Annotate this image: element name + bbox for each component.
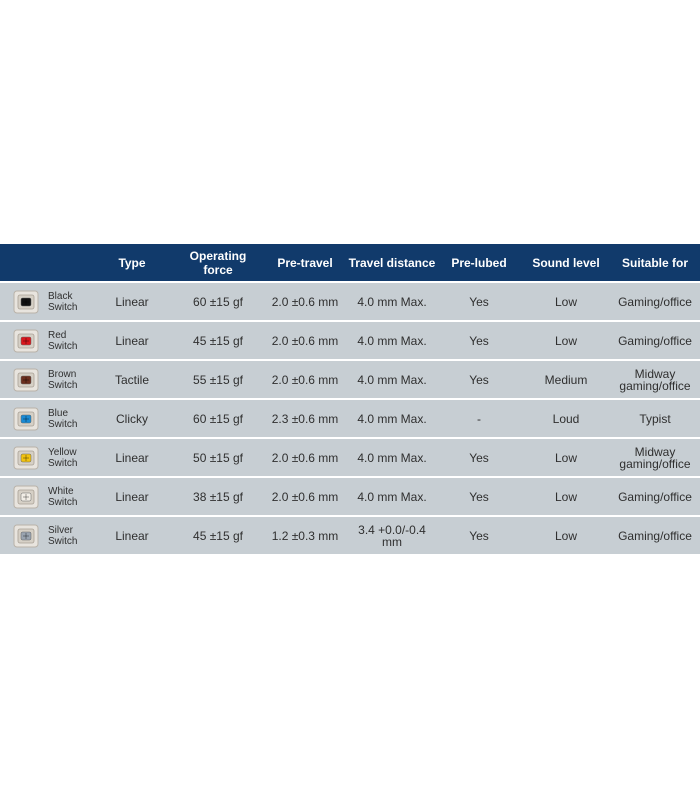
switch-cell <box>0 439 90 476</box>
sound-level-cell: Low <box>554 489 577 504</box>
suitable-for-cell: Gaming/office <box>618 294 692 309</box>
table-row <box>0 322 700 359</box>
switch-name-line2: Switch <box>48 535 78 547</box>
switch-name-line1: White <box>48 485 74 497</box>
header-sound-level: Sound level <box>532 255 600 270</box>
switch-name <box>48 447 77 469</box>
table-row <box>0 478 700 515</box>
table-header <box>0 244 700 281</box>
switch-name <box>48 330 77 352</box>
switch-name-line2: Switch <box>48 301 78 313</box>
type-cell: Clicky <box>116 411 148 426</box>
suitable-for-cell: Midway gaming/office <box>619 366 691 393</box>
type-cell: Linear <box>115 450 149 465</box>
pre-lubed-cell: Yes <box>469 528 489 543</box>
switch-name-line1: Red <box>48 329 67 341</box>
sound-level-cell: Low <box>554 450 577 465</box>
switch-icon <box>13 445 39 471</box>
table-row <box>0 439 700 476</box>
switch-cell <box>0 283 90 320</box>
pre-travel-cell: 2.0 ±0.6 mm <box>271 372 339 387</box>
switch-cell <box>0 517 90 554</box>
operating-force-cell: 38 ±15 gf <box>193 489 243 504</box>
pre-travel-cell: 2.0 ±0.6 mm <box>271 450 339 465</box>
travel-distance-cell: 4.0 mm Max. <box>357 450 427 465</box>
pre-lubed-cell: - <box>477 411 481 426</box>
type-cell: Linear <box>115 294 149 309</box>
switch-spec-table <box>0 244 700 554</box>
sound-level-cell: Low <box>554 528 577 543</box>
suitable-for-cell: Typist <box>639 411 671 426</box>
switch-name <box>48 369 77 391</box>
switch-icon <box>13 289 39 315</box>
table-row <box>0 283 700 320</box>
travel-distance-cell: 4.0 mm Max. <box>357 372 427 387</box>
switch-cell <box>0 478 90 515</box>
operating-force-cell: 45 ±15 gf <box>193 333 243 348</box>
switch-name-line2: Switch <box>48 496 78 508</box>
type-cell: Linear <box>115 528 149 543</box>
type-cell: Tactile <box>114 372 149 387</box>
travel-distance-cell: 3.4 +0.0/-0.4 mm <box>358 522 426 549</box>
switch-name <box>48 525 77 547</box>
suitable-for-cell: Gaming/office <box>618 489 692 504</box>
table-row <box>0 400 700 437</box>
switch-name-line1: Yellow <box>48 446 77 458</box>
sound-level-cell: Loud <box>552 411 580 426</box>
switch-name-line1: Black <box>48 290 73 302</box>
suitable-for-cell: Midway gaming/office <box>619 444 691 471</box>
switch-name-line1: Blue <box>48 407 69 419</box>
pre-lubed-cell: Yes <box>469 489 489 504</box>
switch-icon <box>13 523 39 549</box>
switch-icon <box>13 484 39 510</box>
operating-force-cell: 45 ±15 gf <box>193 528 243 543</box>
switch-cell <box>0 322 90 359</box>
switch-name <box>48 486 77 508</box>
table-body <box>0 283 700 554</box>
switch-name-line2: Switch <box>48 340 78 352</box>
header-type: Type <box>118 255 146 270</box>
type-cell: Linear <box>115 489 149 504</box>
switch-icon <box>13 367 39 393</box>
travel-distance-cell: 4.0 mm Max. <box>357 294 427 309</box>
switch-cell <box>0 400 90 437</box>
header-switch-column <box>0 244 90 281</box>
pre-travel-cell: 1.2 ±0.3 mm <box>271 528 339 543</box>
switch-icon <box>13 328 39 354</box>
pre-lubed-cell: Yes <box>469 294 489 309</box>
header-suitable-for: Suitable for <box>621 255 688 270</box>
pre-travel-cell: 2.0 ±0.6 mm <box>271 489 339 504</box>
operating-force-cell: 60 ±15 gf <box>193 294 243 309</box>
sound-level-cell: Low <box>554 333 577 348</box>
travel-distance-cell: 4.0 mm Max. <box>357 411 427 426</box>
header-operating-force: Operating force <box>189 248 247 277</box>
header-travel-distance: Travel distance <box>348 255 436 270</box>
operating-force-cell: 55 ±15 gf <box>193 372 243 387</box>
switch-name-line2: Switch <box>48 457 78 469</box>
pre-travel-cell: 2.3 ±0.6 mm <box>271 411 339 426</box>
switch-cell <box>0 361 90 398</box>
switch-icon <box>13 406 39 432</box>
pre-travel-cell: 2.0 ±0.6 mm <box>271 294 339 309</box>
switch-name-line1: Brown <box>48 368 77 380</box>
header-pre-lubed: Pre-lubed <box>451 255 507 270</box>
operating-force-cell: 50 ±15 gf <box>193 450 243 465</box>
travel-distance-cell: 4.0 mm Max. <box>357 489 427 504</box>
travel-distance-cell: 4.0 mm Max. <box>357 333 427 348</box>
pre-lubed-cell: Yes <box>469 333 489 348</box>
type-cell: Linear <box>115 333 149 348</box>
sound-level-cell: Medium <box>544 372 588 387</box>
switch-name <box>48 408 77 430</box>
pre-lubed-cell: Yes <box>469 372 489 387</box>
pre-travel-cell: 2.0 ±0.6 mm <box>271 333 339 348</box>
switch-name <box>48 291 77 313</box>
table-row <box>0 361 700 398</box>
sound-level-cell: Low <box>554 294 577 309</box>
operating-force-cell: 60 ±15 gf <box>193 411 243 426</box>
suitable-for-cell: Gaming/office <box>618 528 692 543</box>
table-row <box>0 517 700 554</box>
switch-name-line2: Switch <box>48 418 78 430</box>
pre-lubed-cell: Yes <box>469 450 489 465</box>
switch-name-line2: Switch <box>48 379 78 391</box>
switch-name-line1: Silver <box>48 524 74 536</box>
suitable-for-cell: Gaming/office <box>618 333 692 348</box>
header-pre-travel: Pre-travel <box>277 255 333 270</box>
